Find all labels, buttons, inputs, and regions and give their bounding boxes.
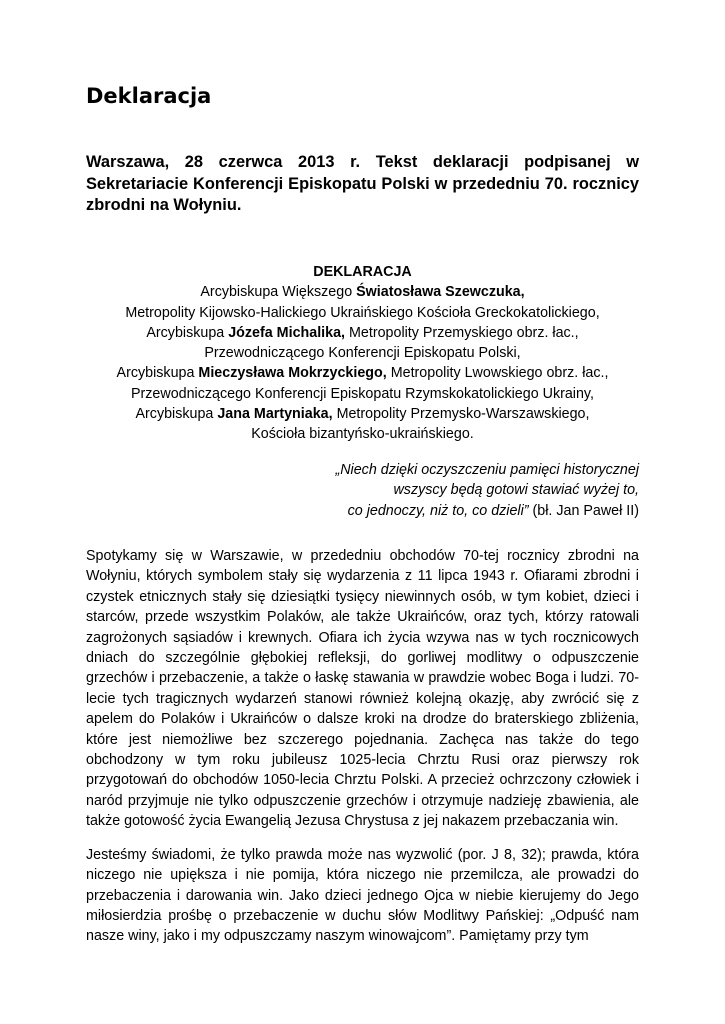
signatory-name: Światosława Szewczuka, [356,284,525,301]
declaration-line: Arcybiskupa Jana Martyniaka, Metropolity Przemysko-Warszawskiego, [135,406,590,423]
document-title: Deklaracja [86,84,212,108]
signatory-name: Józefa Michalika, [228,324,346,341]
declaration-line: Arcybiskupa Mieczysława Mokrzyckiego, Metropolity Lwowskiego obrz. łac., [116,365,609,382]
document-subtitle: Warszawa, 28 czerwca 2013 r. Tekst deklaracji podpisanej w Sekretariacie Konferencji Episkopatu Polski w przededniu 70. rocznicy zbrodni na Wołyniu. [86,153,639,214]
declaration-line: Arcybiskupa Józefa Michalika, Metropolity Przemyskiego obrz. łac., [146,324,579,341]
declaration-line: Przewodniczącego Konferencji Episkopatu Rzymskokatolickiego Ukrainy, [130,385,594,402]
signatory-name: Mieczysława Mokrzyckiego, [198,365,387,382]
declaration-header [86,262,639,445]
declaration-line: Kościoła bizantyńsko-ukraińskiego. [251,426,474,443]
declaration-line: Metropolity Kijowsko-Halickiego Ukraińskiego Kościoła Greckokatolickiego, [125,304,600,321]
signatory-name: Jana Martyniaka, [217,406,333,423]
body-text [86,546,639,960]
declaration-line: Arcybiskupa Większego Światosława Szewczuka, [200,284,525,301]
quote-attribution: (bł. Jan Paweł II) [528,502,639,519]
paragraph: Spotykamy się w Warszawie, w przededniu obchodów 70-tej rocznicy zbrodni na Wołyniu, których symbolem stały się wydarzenia z 11 lipca 1943 r. Ofiarami zbrodni i czystek etnicznych stały się dziesiątki tysięcy niewinnych osób, w tym kobiet, dzieci i starców, przede wszystkim Polaków, ale także Ukraińców, oraz tych, którzy ratowali zagrożonych sąsiadów i krewnych. Ofiara ich życia wzywa nas w tych rocznicowych dniach do szczególnie głębokiej refleksji, do gorliwej modlitwy o odpuszczenie grzechów i przebaczenie, a także o łaskę stawania w prawdzie wobec Boga i ludzi. 70-lecie tych tragicznych wydarzeń stanowi również kolejną okazję, aby zwrócić się z apelem do Polaków i Ukraińców o dalsze kroki na drodze do braterskiego zbliżenia, które jest niemożliwe bez szczerego pojednania. Zachęca nas także do tego obchodzony w tym roku jubileusz 1025-lecia Chrztu Rusi oraz pierwszy rok przygotowań do obchodów 1050-lecia Chrztu Polski. A przecież ochrzczony człowiek i naród przyjmuje nie tylko odpuszczenie grzechów i otrzymuje nadzieję zbawienia, ale także gotowość życia Ewangelią Jezusa Chrystusa z jej nakazem przebaczania win. [86,548,639,830]
paragraph: Jesteśmy świadomi, że tylko prawda może nas wyzwolić (por. J 8, 32); prawda, która niczego nie upiększa i nie pomija, która niczego nie przemilcza, ale prowadzi do przebaczenia i darowania win. Jako dzieci jednego Ojca w niebie kierujemy do Jego miłosierdzia prośbę o przebaczenie w duchu słów Modlitwy Pańskiej: „Odpuść nam nasze winy, jako i my odpuszczamy naszym winowajcom”. Pamiętamy przy tym [86,846,639,945]
epigraph-quote: „Niech dzięki oczyszczeniu pamięci historycznej wszyscy będą gotowi stawiać wyżej to, co jednoczy, niż to, co dzieli” (bł. Jan Paweł II) [335,462,639,519]
declaration-line: Przewodniczącego Konferencji Episkopatu Polski, [204,345,521,362]
declaration-heading: DEKLARACJA [313,264,412,280]
